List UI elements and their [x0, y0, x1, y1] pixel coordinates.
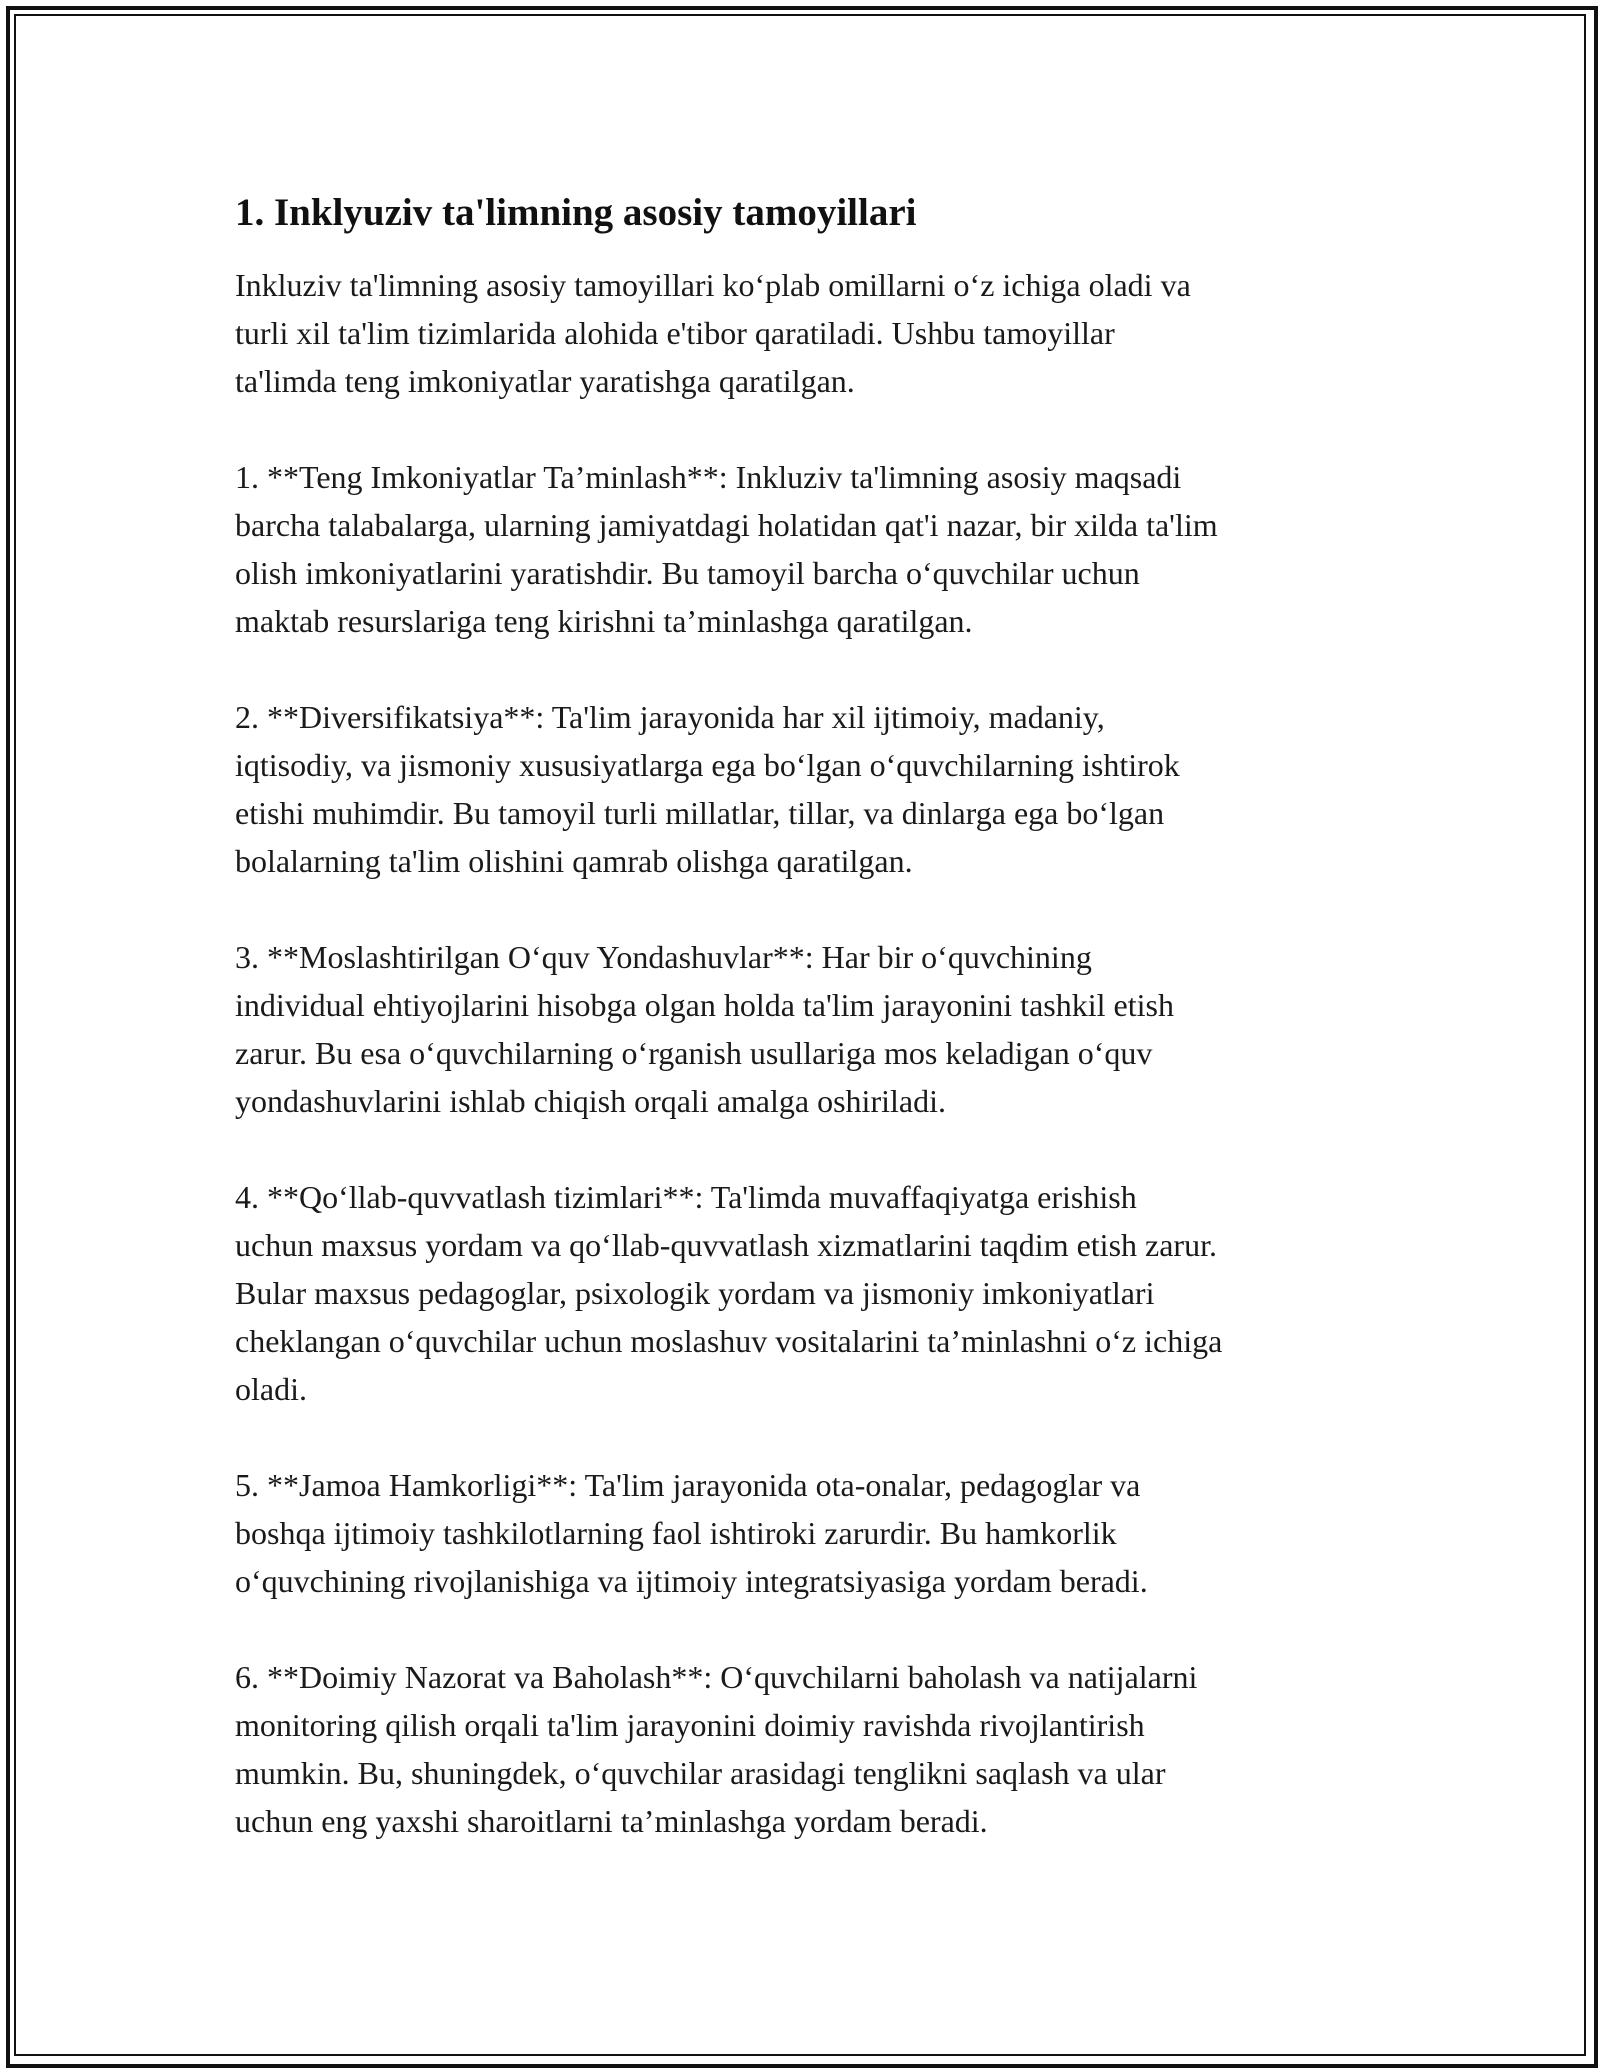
intro-paragraph: Inkluziv ta'limning asosiy tamoyillari ko‘plab omillarni o‘z ichiga oladi va turli xil ta'lim tizimlarida alohida e'tibor qaratiladi. Ushbu tamoyillar ta'limda teng imkoniyatlar yaratishga qaratilgan. — [235, 267, 1191, 399]
principle-1-paragraph: 1. **Teng Imkoniyatlar Ta’minlash**: Inkluziv ta'limning asosiy maqsadi barcha talabalarga, ularning jamiyatdagi holatidan qat'i nazar, bir xilda ta'lim olish imkoniyatlarini yaratishdir. Bu tamoyil barcha o‘quvchilar uchun maktab resurslariga teng kirishni ta’minlashga qaratilgan. — [235, 459, 1218, 639]
principle-2-paragraph: 2. **Diversifikatsiya**: Ta'lim jarayonida har xil ijtimoiy, madaniy, iqtisodiy, va jismoniy xususiyatlarga ega bo‘lgan o‘quvchilarning ishtirok etishi muhimdir. Bu tamoyil turli millatlar, tillar, va dinlarga ega bo‘lgan bolalarning ta'lim olishini qamrab olishga qaratilgan. — [235, 699, 1180, 879]
document-title: 1. Inklyuziv ta'limning asosiy tamoyillari — [235, 191, 917, 234]
document-body — [235, 185, 1375, 1893]
principle-6-paragraph: 6. **Doimiy Nazorat va Baholash**: O‘quvchilarni baholash va natijalarni monitoring qilish orqali ta'lim jarayonini doimiy ravishda rivojlantirish mumkin. Bu, shuningdek, o‘quvchilar arasidagi tenglikni saqlash va ular uchun eng yaxshi sharoitlarni ta’minlashga yordam beradi. — [235, 1659, 1198, 1839]
principle-3-paragraph: 3. **Moslashtirilgan O‘quv Yondashuvlar**: Har bir o‘quvchining individual ehtiyojlarini hisobga olgan holda ta'lim jarayonini tashkil etish zarur. Bu esa o‘quvchilarning o‘rganish usullariga mos keladigan o‘quv yondashuvlarini ishlab chiqish orqali amalga oshiriladi. — [235, 939, 1174, 1119]
principle-4-paragraph: 4. **Qo‘llab-quvvatlash tizimlari**: Ta'limda muvaffaqiyatga erishish uchun maxsus yordam va qo‘llab-quvvatlash xizmatlarini taqdim etish zarur. Bular maxsus pedagoglar, psixologik yordam va jismoniy imkoniyatlari cheklangan o‘quvchilar uchun moslashuv vositalarini ta’minlashni o‘z ichiga oladi. — [235, 1179, 1223, 1407]
principle-5-paragraph: 5. **Jamoa Hamkorligi**: Ta'lim jarayonida ota-onalar, pedagoglar va boshqa ijtimoiy tashkilotlarning faol ishtiroki zarurdir. Bu hamkorlik o‘quvchining rivojlanishiga va ijtimoiy integratsiyasiga yordam beradi. — [235, 1467, 1148, 1599]
